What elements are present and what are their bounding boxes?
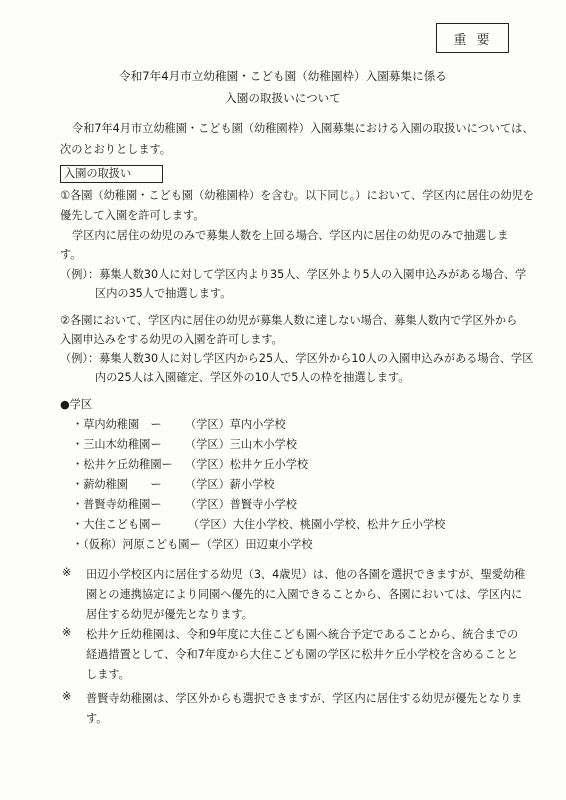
rule-line: 入園申込みをする幼児の入園を許可します。 <box>60 333 283 346</box>
school-row <box>72 456 309 472</box>
district-heading: ●学区 <box>60 398 93 411</box>
school-name: ・薪幼稚園 ー <box>72 478 162 491</box>
note-line: 園との連携協定により同園へ優先的に入園できることから、各園においては、学区内に <box>86 588 523 601</box>
school-row <box>72 516 446 532</box>
document-title-line1: 令和7年4月市立幼稚園・こども園（幼稚園枠）入園募集に係る <box>119 69 447 83</box>
school-name: ・草内幼稚園 ー <box>72 418 162 431</box>
rule-line: 優先して入園を許可します。 <box>60 209 205 222</box>
note-line: 普賢寺幼稚園は、学区外からも選択できますが、学区内に居住する幼児が優先となりま <box>86 692 523 705</box>
important-stamp: 重要 <box>436 23 509 53</box>
note-line: す。 <box>86 712 108 725</box>
intro-line: 次のとおりとします。 <box>60 143 171 156</box>
school-row <box>72 416 286 432</box>
school-name: ・（仮称）河原こども園ー（学区）田辺東小学校 <box>72 538 313 551</box>
note-line: します。 <box>86 668 130 681</box>
school-district: （学区）大住小学校、桃園小学校、松井ケ丘小学校 <box>188 518 446 531</box>
school-name: ・松井ケ丘幼稚園ー <box>72 458 173 471</box>
rule-line: ②各園において、学区内に居住の幼児が募集人数に達しない場合、募集人数内で学区外から <box>60 314 518 327</box>
school-district: （学区）普賢寺小学校 <box>185 498 297 511</box>
rule-line: ①各園（幼稚園・こども園（幼稚園枠）を含む。以下同じ。）において、学区内に居住の幼児を <box>60 189 535 202</box>
note-line: 松井ケ丘幼稚園は、令和9年度に大住こども園へ統合予定であることから、統合までの <box>86 628 519 641</box>
school-row <box>72 536 313 552</box>
school-row <box>72 496 297 512</box>
intro-line: 令和7年4月市立幼稚園・こども園（幼稚園枠）入園募集における入園の取扱いについては、 <box>72 122 534 135</box>
note-line: 居住する幼児が優先となります。 <box>86 608 253 621</box>
rule-example-line: 内の25人は入園確定、学区外の10人で5人の枠を抽選します。 <box>95 371 410 384</box>
section-label: 入園の取扱い <box>60 165 163 183</box>
school-row <box>72 476 275 492</box>
rule-example-line: 区内の35人で抽選します。 <box>95 287 232 300</box>
note-mark: ※ <box>62 626 72 639</box>
school-district: （学区）薪小学校 <box>185 478 275 491</box>
school-name: ・三山木幼稚園ー <box>72 438 162 451</box>
document-title-line2: 入園の取扱いについて <box>225 91 341 105</box>
rule-example-line: （例）：募集人数30人に対して学区内より35人、学区外より5人の入園申込みがある場合、学 <box>60 268 527 281</box>
note-line: 田辺小学校区内に居住する幼児（3、4歳児）は、他の各園を選択できますが、聖愛幼稚 <box>86 568 526 581</box>
rule-line: 学区内に居住の幼児のみで募集人数を上回る場合、学区内に居住の幼児のみで抽選しま <box>72 229 509 242</box>
rule-line: す。 <box>60 248 82 261</box>
note-mark: ※ <box>62 566 72 579</box>
school-row <box>72 436 297 452</box>
school-name: ・普賢寺幼稚園ー <box>72 498 162 511</box>
school-name: ・大住こども園ー <box>72 518 162 531</box>
school-district: （学区）三山木小学校 <box>185 438 297 451</box>
rule-example-line: （例）：募集人数30人に対し学区内から25人、学区外から10人の入園申込みがある場合、学区 <box>60 352 534 365</box>
note-line: 経過措置として、令和7年度から大住こども園の学区に松井ケ丘小学校を含めることと <box>86 648 519 661</box>
school-district: （学区）松井ケ丘小学校 <box>185 458 309 471</box>
school-district: （学区）草内小学校 <box>185 418 286 431</box>
note-mark: ※ <box>62 690 72 703</box>
